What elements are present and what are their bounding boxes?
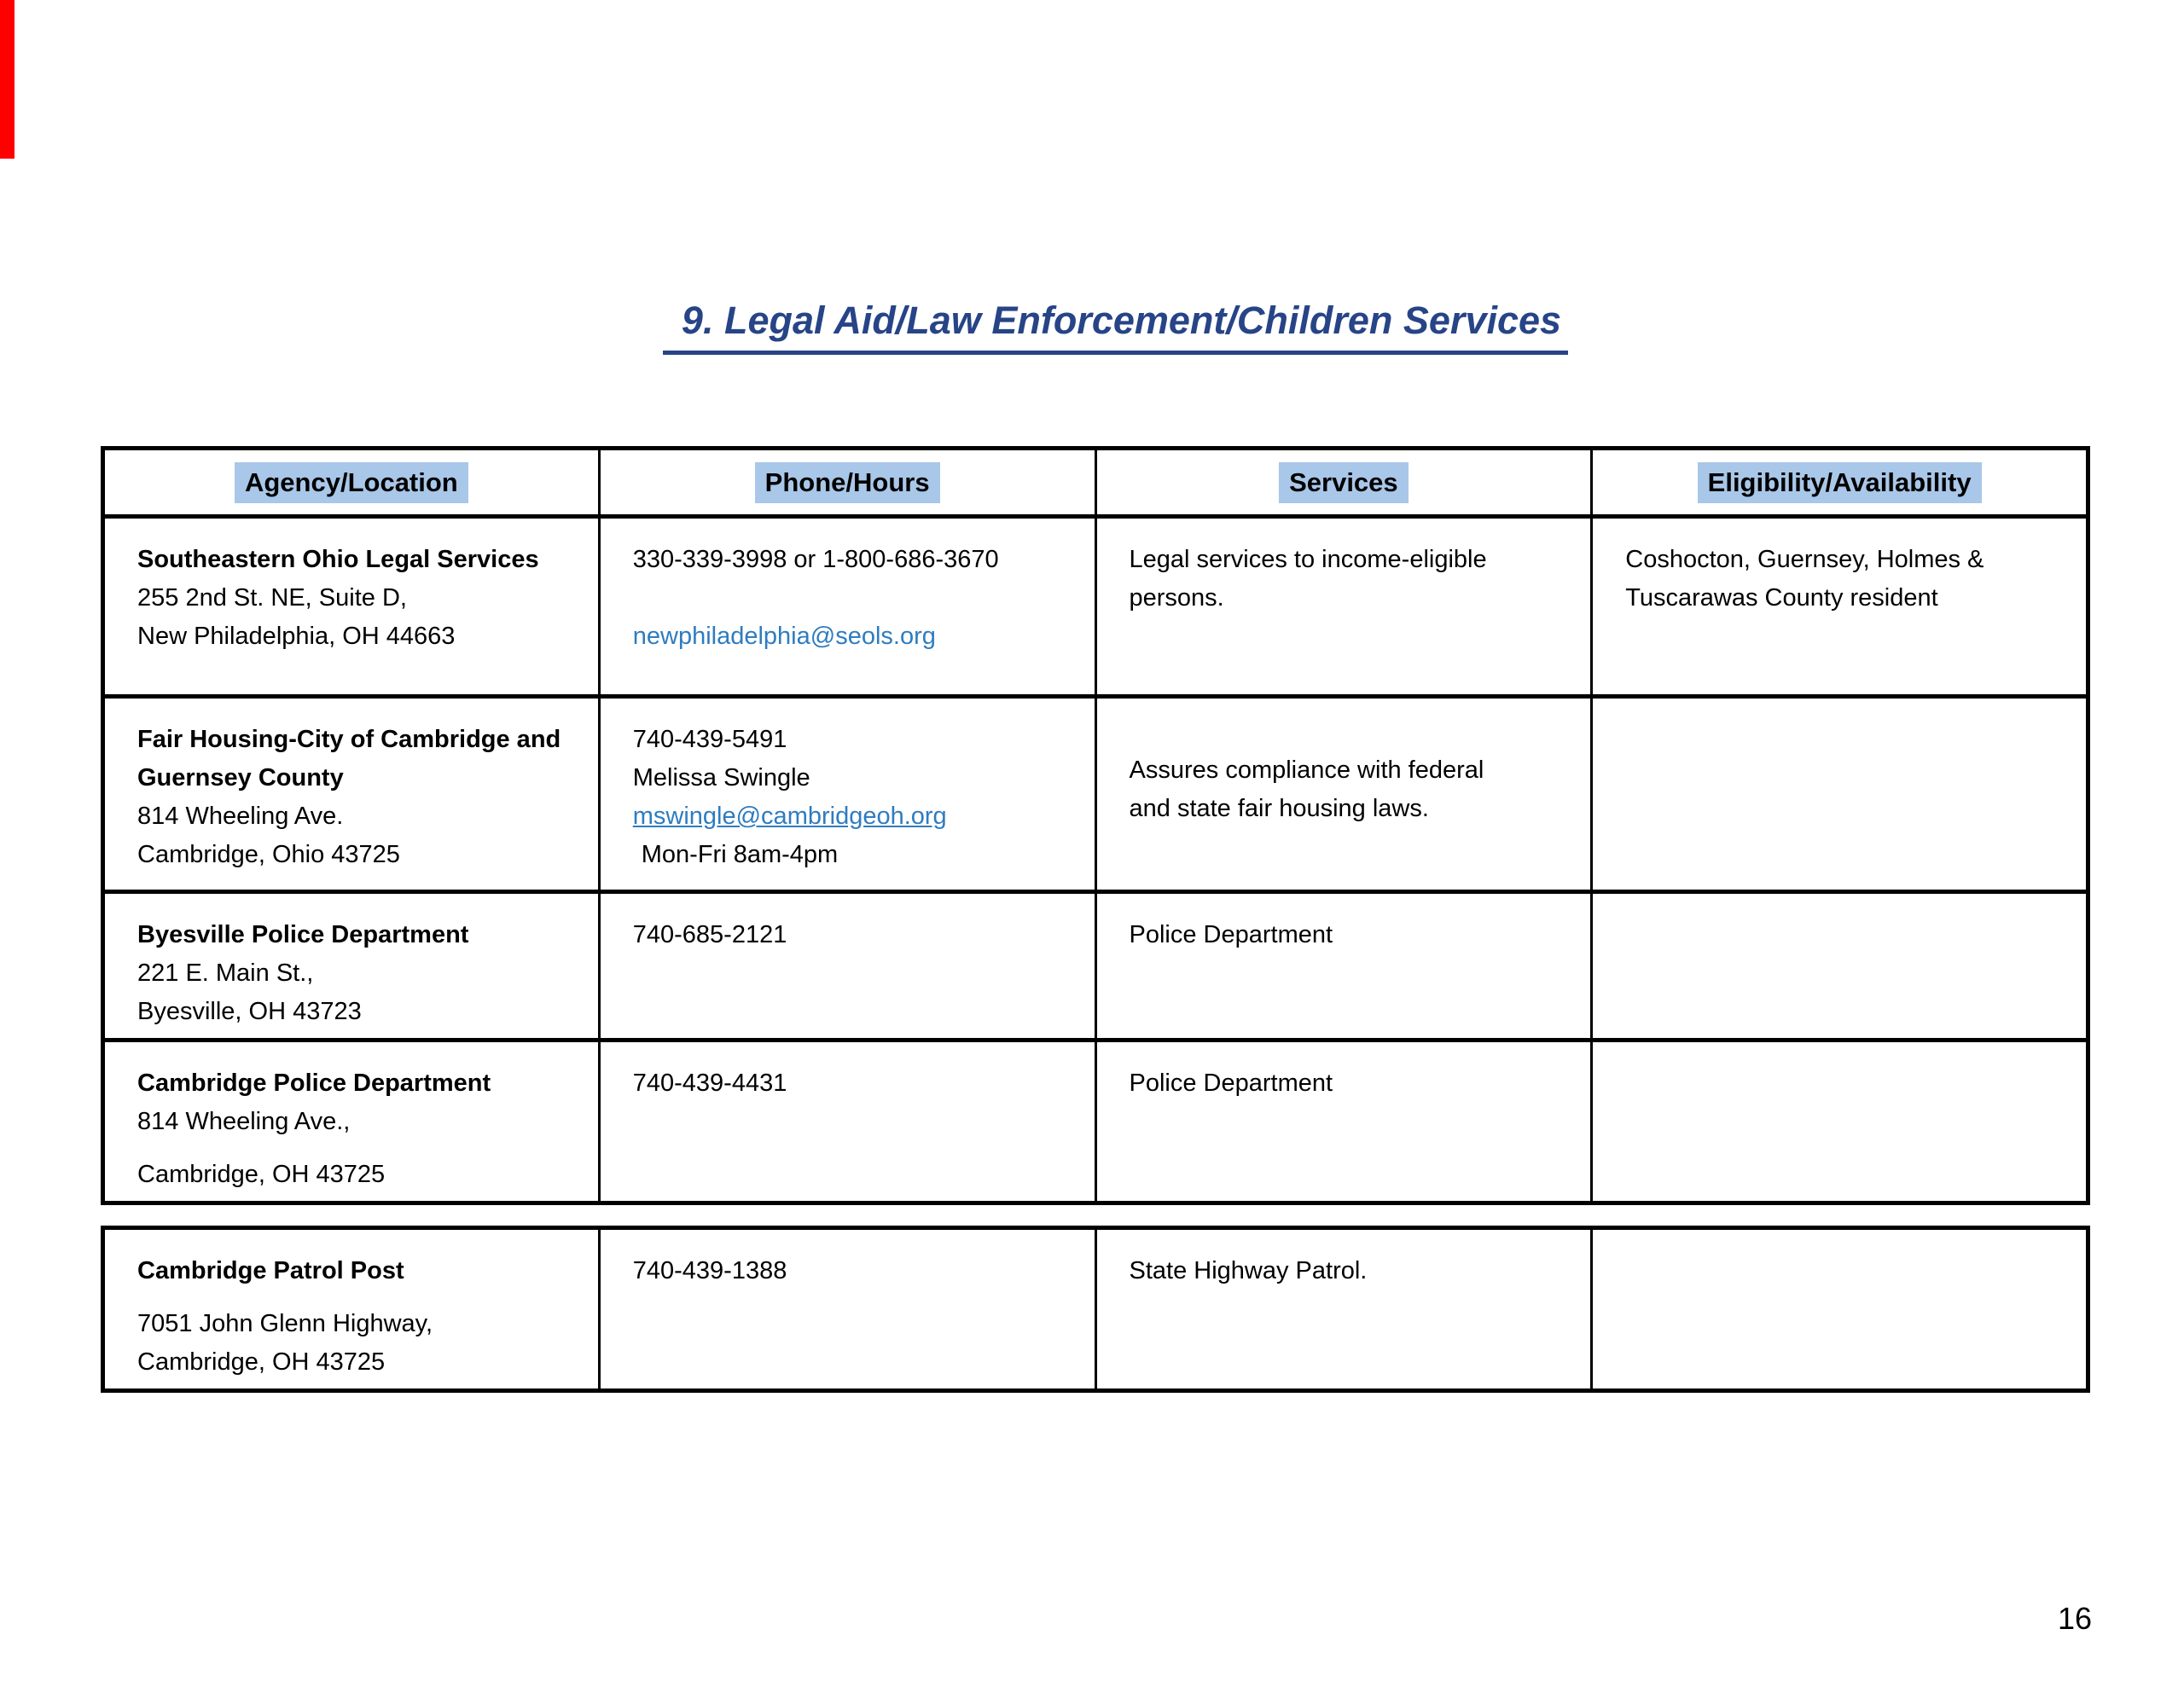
phone-number: 740-439-4431 [632,1070,787,1097]
column-header-eligibility: Eligibility/Availability [1698,462,1982,503]
agency-address-line: Cambridge, OH 43725 [137,1348,386,1376]
agency-name: Cambridge Patrol Post [137,1257,404,1284]
cell-services-row2 [1095,697,1592,892]
header-cell-eligibility [1592,449,2088,517]
services-text: Assures compliance with federal [1129,757,1484,784]
cell-agency-row2 [103,697,600,892]
cell-phone-patrol [599,1228,1095,1391]
agency-name: Byesville Police Department [137,921,469,948]
agency-address-line: Cambridge, Ohio 43725 [137,841,400,868]
agency-address-line: 221 E. Main St., [137,959,314,987]
table-row-fair-housing [103,697,2088,892]
cell-eligibility-row1 [1592,517,2088,697]
services-text: Police Department [1129,921,1333,948]
table-header-row [103,449,2088,517]
contact-person: Melissa Swingle [632,764,810,791]
header-cell-agency-location [103,449,600,517]
cell-services-row4 [1095,1041,1592,1203]
cell-eligibility-row4 [1592,1041,2088,1203]
services-text: State Highway Patrol. [1129,1257,1368,1284]
spacer-line [633,579,1079,617]
agency-address-line: Byesville, OH 43723 [137,998,362,1025]
services-text: and state fair housing laws. [1129,795,1429,822]
office-hours: Mon-Fri 8am-4pm [641,841,839,868]
agency-address-line: 255 2nd St. NE, Suite D, [137,584,407,612]
email-link-mswingle[interactable]: mswingle@cambridgeoh.org [632,803,947,830]
page-number: 16 [2057,1601,2092,1636]
cell-agency-row1 [103,517,600,697]
email-link-seols[interactable]: newphiladelphia@seols.org [632,623,936,650]
agency-address-line: Cambridge, OH 43725 [137,1161,386,1188]
phone-number: 330-339-3998 or 1-800-686-3670 [632,546,999,573]
cell-services-row3 [1095,892,1592,1041]
agency-address-line: 814 Wheeling Ave., [137,1108,351,1135]
agency-name: Guernsey County [137,764,344,791]
phone-number: 740-439-5491 [632,726,787,753]
agency-name: Cambridge Police Department [137,1070,491,1097]
phone-number: 740-685-2121 [632,921,787,948]
cell-phone-row4 [599,1041,1095,1203]
column-header-phone-hours: Phone/Hours [755,462,940,503]
header-cell-services [1095,449,1592,517]
table-row-cambridge-patrol-post [103,1228,2088,1391]
cell-agency-patrol [103,1228,600,1391]
cell-services-patrol [1095,1228,1592,1391]
services-text: Police Department [1129,1070,1333,1097]
eligibility-text: Coshocton, Guernsey, Holmes & [1625,546,1984,573]
red-edge-marker [0,0,15,159]
agency-address-line: 7051 John Glenn Highway, [137,1310,433,1337]
cell-phone-row2 [599,697,1095,892]
eligibility-text: Tuscarawas County resident [1625,584,1938,612]
agency-address-line: New Philadelphia, OH 44663 [137,623,456,650]
header-cell-phone-hours [599,449,1095,517]
cell-services-row1 [1095,517,1592,697]
services-text: Legal services to income-eligible [1129,546,1487,573]
phone-number: 740-439-1388 [632,1257,787,1284]
agency-name: Fair Housing-City of Cambridge and [137,726,561,753]
services-text: persons. [1129,584,1224,612]
legal-aid-services-table [101,446,2090,1205]
cell-phone-row3 [599,892,1095,1041]
cell-eligibility-row2 [1592,697,2088,892]
cell-agency-row3 [103,892,600,1041]
agency-address-line: 814 Wheeling Ave. [137,803,344,830]
page-title: 9. Legal Aid/Law Enforcement/Children Services [663,299,1568,355]
cell-eligibility-row3 [1592,892,2088,1041]
agency-name: Southeastern Ohio Legal Services [137,546,539,573]
table-row-byesville-police [103,892,2088,1041]
table-row-cambridge-police [103,1041,2088,1203]
cell-phone-row1 [599,517,1095,697]
column-header-services: Services [1279,462,1409,503]
cell-agency-row4 [103,1041,600,1203]
patrol-post-table [101,1226,2090,1393]
table-row-southeastern-ohio-legal-services [103,517,2088,697]
column-header-agency-location: Agency/Location [235,462,468,503]
cell-eligibility-patrol [1592,1228,2088,1391]
title-row [0,299,2184,355]
